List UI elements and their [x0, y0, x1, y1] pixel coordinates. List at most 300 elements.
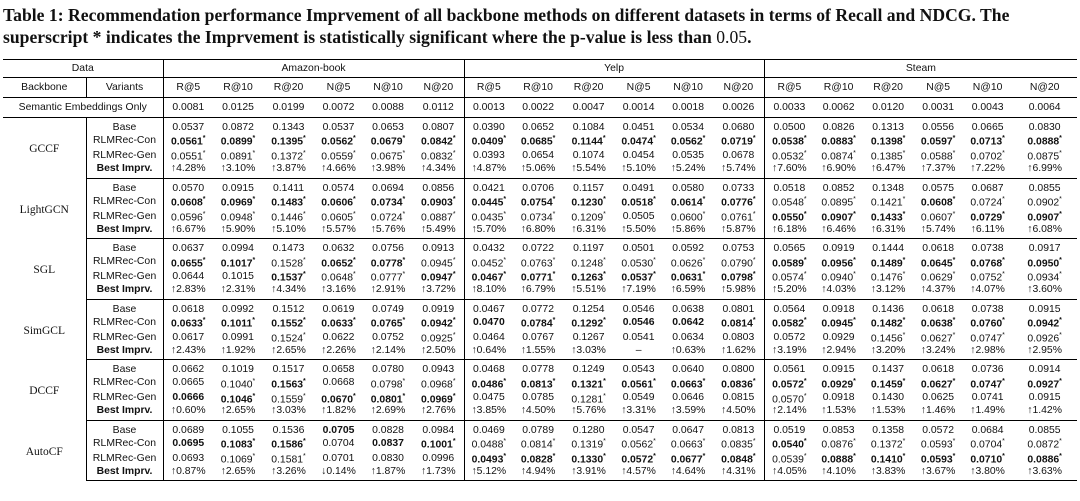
significance-marker: *: [303, 271, 306, 279]
significance-marker: *: [1002, 438, 1005, 446]
metric-cell: [614, 436, 663, 451]
backbone-group: [3, 299, 1077, 360]
significance-marker: *: [853, 210, 856, 218]
improvement-cell: ↓0.14%: [314, 466, 363, 481]
metric-value: 0.0947: [421, 272, 453, 284]
metric-value: 0.1410: [870, 454, 903, 466]
significance-marker: *: [353, 271, 356, 279]
metric-value: 0.0876: [821, 439, 854, 451]
improvement-cell: ↑5.24%: [663, 163, 713, 178]
improvement-cell: ↑5.76%: [563, 405, 614, 420]
metric-cell: [213, 451, 263, 466]
improvement-cell: ↑7.37%: [913, 163, 963, 178]
metric-value: 0.1524: [271, 333, 304, 345]
significance-marker: *: [1059, 271, 1062, 279]
metric-cell: 0.0638: [672, 303, 704, 315]
metric-value: 0.0813: [520, 379, 553, 391]
variant-row: [3, 269, 1077, 284]
metric-cell: 0.0564: [773, 303, 806, 315]
metric-value: 0.0530: [621, 258, 654, 269]
metric-value: 0.1586: [271, 439, 304, 451]
metric-cell: [614, 255, 663, 270]
metric-cell: [263, 269, 314, 284]
metric-cell: 0.0767: [522, 331, 554, 343]
metric-cell: [513, 209, 563, 224]
semantic-value: 0.0018: [663, 98, 713, 118]
improvement-cell: ↑4.31%: [713, 466, 764, 481]
metric-cell: 0.0780: [372, 364, 404, 376]
metric-cell: 0.0684: [971, 424, 1004, 436]
significance-marker: *: [552, 271, 556, 279]
significance-marker: *: [202, 317, 206, 325]
metric-cell: [464, 194, 513, 209]
improvement-cell: ↑4.34%: [263, 284, 314, 299]
metric-value: 0.0589: [772, 258, 804, 269]
metric-cell: 0.0943: [413, 360, 464, 376]
metric-cell: 0.0807: [413, 118, 464, 134]
metric-value: 0.0562: [670, 136, 703, 148]
metric-value: 0.0942: [421, 318, 453, 330]
significance-marker: *: [902, 256, 906, 264]
metric-cell: [413, 148, 464, 163]
significance-marker: *: [452, 331, 456, 339]
improvement-cell: ↑6.11%: [963, 224, 1012, 239]
significance-marker: *: [252, 453, 256, 461]
improvement-cell: ↑1.62%: [713, 345, 764, 360]
improvement-cell: ↑3.26%: [263, 466, 314, 481]
significance-marker: *: [303, 135, 306, 143]
metric-cell: 0.1430: [872, 392, 904, 404]
metric-value: 0.0409: [471, 136, 504, 148]
metric-cell: 0.0828: [372, 424, 404, 436]
variant-row: [3, 360, 1077, 376]
metric-cell: [764, 255, 814, 270]
backbone-group: [3, 420, 1077, 481]
metric-cell: 0.0451: [622, 122, 655, 133]
metric-value: 0.0435: [471, 212, 504, 224]
metric-value: 0.0605: [321, 212, 354, 224]
metric-value: 0.0710: [970, 454, 1003, 466]
significance-marker: *: [1059, 453, 1062, 461]
metric-value: 0.0532: [772, 151, 804, 163]
metric-cell: 0.0592: [672, 243, 704, 255]
metric-cell: [863, 436, 913, 451]
improvement-cell: ↑6.47%: [863, 163, 913, 178]
improvement-cell: ↑1.92%: [213, 345, 263, 360]
metric-value: 0.0493: [471, 454, 504, 466]
metric-cell: [863, 148, 913, 163]
metric-value: 0.0771: [520, 272, 553, 284]
variant-row: [3, 209, 1077, 224]
header-dataset-yelp: Yelp: [464, 60, 764, 78]
metric-cell: [464, 451, 513, 466]
significance-marker: *: [353, 392, 356, 400]
metric-cell: 0.0470: [472, 316, 505, 328]
metric-cell: 0.1473: [272, 243, 305, 255]
significance-marker: *: [702, 438, 706, 446]
metric-cell: [363, 391, 413, 406]
metric-value: 0.0768: [970, 258, 1003, 269]
improvement-cell: ↑3.83%: [863, 466, 913, 481]
table-caption: [3, 4, 1077, 48]
metric-cell: 0.0678: [713, 148, 764, 163]
metric-cell: 0.0556: [922, 122, 954, 133]
metric-value: 0.0835: [721, 439, 753, 451]
metric-cell: 0.0546: [622, 316, 655, 328]
significance-marker: *: [552, 135, 556, 143]
significance-marker: *: [702, 210, 706, 218]
metric-cell: [663, 255, 713, 270]
metric-value: 0.0588: [920, 151, 953, 163]
metric-cell: [863, 269, 913, 284]
metric-value: 0.0679: [370, 136, 403, 148]
significance-marker: *: [902, 195, 906, 203]
metric-cell: [913, 194, 963, 209]
header-metric: N@5: [913, 78, 963, 98]
significance-marker: *: [902, 377, 906, 385]
metric-cell: [713, 436, 764, 451]
metric-value: 0.0551: [171, 151, 203, 163]
improvement-cell: ↑6.59%: [663, 284, 713, 299]
metric-cell: [213, 315, 263, 330]
significance-marker: *: [1059, 438, 1062, 446]
metric-value: 0.0538: [772, 136, 804, 148]
significance-marker: *: [853, 150, 856, 158]
significance-marker: *: [853, 271, 856, 279]
significance-marker: *: [752, 256, 756, 264]
caption-pvalue: 0.05: [716, 27, 748, 47]
significance-marker: *: [303, 377, 306, 385]
metric-cell: [614, 376, 663, 391]
significance-marker: *: [803, 377, 807, 385]
improvement-cell: ↑5.12%: [464, 466, 513, 481]
metric-cell: 0.0561: [773, 364, 806, 376]
significance-marker: *: [702, 377, 706, 385]
improvement-cell: ↑3.80%: [963, 466, 1012, 481]
metric-cell: [413, 391, 464, 406]
metric-cell: [464, 376, 513, 391]
semantic-value: 0.0013: [464, 98, 513, 118]
metric-cell: 0.0572: [922, 424, 954, 436]
significance-marker: *: [803, 256, 807, 264]
metric-value: 0.0663: [670, 379, 703, 391]
metric-cell: 0.0665: [172, 377, 205, 389]
improvement-cell: ↑5.20%: [764, 284, 814, 299]
metric-cell: [814, 269, 863, 284]
significance-marker: *: [202, 195, 206, 203]
metric-cell: [713, 133, 764, 148]
metric-cell: [464, 436, 513, 451]
metric-cell: 0.0772: [522, 303, 554, 315]
semantic-value: 0.0014: [614, 98, 663, 118]
metric-cell: [363, 133, 413, 148]
header-row-datasets: [3, 60, 1077, 78]
improvement-cell: ↑5.57%: [314, 224, 363, 239]
improvement-cell: ↑6.90%: [814, 163, 863, 178]
metric-value: 0.0874: [821, 151, 854, 163]
improvement-cell: ↑4.07%: [963, 284, 1012, 299]
semantic-label: Semantic Embeddings Only: [3, 98, 163, 118]
variant-name: Best Imprv.: [86, 284, 163, 299]
metric-cell: 0.0580: [672, 182, 704, 194]
significance-marker: *: [1002, 317, 1005, 325]
metric-cell: [163, 194, 213, 209]
metric-cell: [163, 315, 213, 330]
metric-cell: 0.0625: [922, 392, 954, 404]
improvement-cell: ↑2.69%: [363, 405, 413, 420]
metric-cell: 0.0618: [922, 243, 954, 255]
metric-cell: [963, 376, 1012, 391]
metric-cell: 0.0534: [672, 122, 704, 133]
significance-marker: *: [353, 135, 356, 143]
significance-marker: *: [552, 210, 556, 218]
significance-marker: *: [202, 256, 206, 264]
improvement-cell: ↑3.19%: [764, 345, 814, 360]
metric-cell: [713, 376, 764, 391]
metric-cell: [464, 255, 513, 270]
improvement-cell: ↑2.91%: [363, 284, 413, 299]
metric-value: 0.0570: [772, 394, 804, 405]
metric-cell: 0.0752: [372, 331, 404, 343]
significance-marker: *: [303, 331, 306, 339]
significance-marker: *: [853, 317, 856, 325]
significance-marker: *: [952, 195, 956, 203]
metric-cell: 0.0915: [822, 364, 855, 376]
metric-value: 0.0562: [621, 439, 654, 451]
metric-cell: [1012, 133, 1077, 148]
metric-value: 0.1537: [271, 272, 304, 284]
metric-value: 0.1552: [271, 318, 304, 330]
significance-marker: *: [752, 438, 756, 446]
metric-cell: 0.0632: [322, 243, 355, 255]
metric-value: 0.0888: [1027, 136, 1060, 148]
improvement-cell: ↑2.26%: [314, 345, 363, 360]
metric-cell: [213, 436, 263, 451]
metric-cell: 0.0665: [971, 122, 1004, 133]
metric-cell: [814, 194, 863, 209]
significance-marker: *: [503, 271, 507, 279]
improvement-cell: ↑7.19%: [614, 284, 663, 299]
improvement-cell: ↑4.28%: [163, 163, 213, 178]
header-metric: R@20: [263, 78, 314, 98]
metric-value: 0.0600: [670, 212, 703, 224]
improvement-cell: ↑3.87%: [263, 163, 314, 178]
metric-value: 0.0631: [670, 272, 703, 284]
significance-marker: *: [603, 453, 606, 461]
metric-cell: 0.1157: [573, 182, 605, 194]
significance-marker: *: [853, 377, 856, 385]
metric-cell: [213, 391, 263, 406]
metric-value: 0.0539: [772, 454, 804, 466]
significance-marker: *: [1002, 150, 1005, 158]
variant-name: RLMRec-Gen: [86, 391, 163, 406]
significance-marker: *: [853, 195, 856, 203]
header-metric: R@5: [163, 78, 213, 98]
metric-value: 0.0887: [421, 212, 453, 224]
significance-marker: *: [803, 392, 807, 400]
metric-cell: [1012, 436, 1077, 451]
metric-cell: 0.0575: [922, 182, 954, 194]
improvement-cell: ↑2.14%: [764, 405, 814, 420]
significance-marker: *: [503, 195, 507, 203]
metric-cell: 0.0634: [672, 331, 704, 343]
significance-marker: *: [303, 453, 306, 461]
metric-value: 0.0950: [1027, 258, 1060, 269]
metric-cell: [814, 133, 863, 148]
significance-marker: *: [752, 135, 756, 143]
metric-value: 0.0572: [772, 379, 804, 391]
significance-marker: *: [1059, 195, 1062, 203]
variant-name: RLMRec-Gen: [86, 451, 163, 466]
variant-row: [3, 239, 1077, 255]
metric-cell: 0.0800: [713, 360, 764, 376]
metric-value: 0.0929: [821, 379, 854, 391]
metric-value: 0.0561: [621, 379, 654, 391]
metric-cell: 0.0549: [622, 392, 655, 404]
metric-cell: [1012, 269, 1077, 284]
significance-marker: *: [303, 438, 306, 446]
metric-value: 0.1395: [271, 136, 304, 148]
metric-cell: [713, 209, 764, 224]
semantic-value: 0.0064: [1012, 98, 1077, 118]
metric-cell: 0.0915: [1028, 303, 1061, 315]
best-improvement-row: [3, 466, 1077, 481]
significance-marker: *: [452, 271, 456, 279]
metric-cell: 0.0991: [222, 331, 254, 343]
metric-cell: [464, 209, 513, 224]
metric-cell: [1012, 209, 1077, 224]
improvement-cell: ↑1.73%: [413, 466, 464, 481]
metric-cell: 0.0749: [372, 303, 404, 315]
improvement-cell: ↑3.60%: [1012, 284, 1077, 299]
improvement-cell: ↑3.98%: [363, 163, 413, 178]
metric-value: 0.0593: [920, 439, 953, 451]
improvement-cell: ↑5.54%: [563, 163, 614, 178]
improvement-cell: ↑5.10%: [263, 224, 314, 239]
significance-marker: *: [552, 438, 556, 446]
improvement-cell: ↑1.46%: [913, 405, 963, 420]
metric-cell: [263, 330, 314, 345]
metric-cell: 0.0653: [372, 122, 404, 133]
backbone-name: SimGCL: [3, 299, 86, 360]
header-row-metrics: [3, 78, 1077, 98]
metric-cell: 0.1358: [872, 424, 904, 436]
metric-cell: [263, 391, 314, 406]
metric-value: 0.1476: [870, 272, 903, 284]
significance-marker: *: [952, 438, 956, 446]
metric-cell: 0.1437: [872, 364, 904, 376]
metric-value: 0.0596: [171, 212, 203, 224]
metric-value: 0.1372: [870, 439, 903, 451]
significance-marker: *: [653, 271, 656, 279]
significance-marker: *: [1002, 210, 1005, 218]
significance-marker: *: [503, 210, 507, 218]
metric-cell: [513, 436, 563, 451]
metric-value: 0.0518: [621, 197, 654, 209]
metric-cell: 0.0519: [773, 424, 806, 436]
improvement-cell: ↑4.66%: [314, 163, 363, 178]
metric-value: 0.1581: [271, 454, 304, 466]
metric-cell: [1012, 330, 1077, 345]
metric-cell: 0.0695: [172, 437, 205, 449]
metric-cell: [464, 269, 513, 284]
metric-value: 0.0548: [772, 197, 804, 209]
metric-cell: 0.0852: [822, 182, 855, 194]
variant-row: [3, 315, 1077, 330]
significance-marker: *: [603, 195, 606, 203]
metric-cell: 0.1267: [572, 331, 605, 343]
metric-value: 0.1046: [220, 394, 253, 405]
significance-marker: *: [653, 195, 656, 203]
metric-cell: 0.0687: [971, 182, 1004, 194]
significance-marker: *: [252, 135, 256, 143]
metric-cell: 0.0918: [822, 303, 855, 315]
metric-cell: [263, 451, 314, 466]
metric-cell: 0.0738: [971, 303, 1004, 315]
improvement-cell: ↑5.74%: [913, 224, 963, 239]
improvement-cell: ↑5.06%: [513, 163, 563, 178]
metric-value: 0.1011: [221, 318, 253, 330]
metric-cell: 0.1313: [872, 122, 904, 133]
variant-row: [3, 376, 1077, 391]
metric-cell: [413, 194, 464, 209]
metric-value: 0.1528: [271, 258, 304, 269]
significance-marker: *: [402, 256, 406, 264]
metric-cell: [314, 315, 363, 330]
semantic-value: 0.0125: [213, 98, 263, 118]
improvement-cell: ↑3.03%: [563, 345, 614, 360]
improvement-cell: ↑4.03%: [814, 284, 863, 299]
semantic-value: 0.0072: [314, 98, 363, 118]
metric-cell: 0.0778: [522, 364, 554, 376]
header-metric: R@10: [814, 78, 863, 98]
metric-cell: 0.0421: [472, 182, 505, 194]
variant-row: [3, 436, 1077, 451]
variant-row: [3, 118, 1077, 134]
header-metric: R@10: [513, 78, 563, 98]
significance-marker: *: [902, 210, 906, 218]
metric-cell: [263, 133, 314, 148]
metric-cell: 0.0855: [1028, 182, 1061, 194]
improvement-cell: ↑5.70%: [464, 224, 513, 239]
improvement-cell: ↑6.08%: [1012, 224, 1077, 239]
metric-cell: [913, 133, 963, 148]
metric-cell: [413, 209, 464, 224]
metric-value: 0.0784: [520, 318, 553, 330]
improvement-cell: ↑3.20%: [863, 345, 913, 360]
metric-cell: 0.0694: [372, 182, 404, 194]
significance-marker: *: [603, 210, 606, 218]
metric-cell: 0.0662: [172, 364, 205, 376]
improvement-cell: ↑0.64%: [464, 345, 513, 360]
improvement-cell: ↑3.03%: [263, 405, 314, 420]
metric-value: 0.0633: [171, 318, 203, 330]
metric-value: 0.0638: [920, 318, 953, 330]
variant-name: Best Imprv.: [86, 405, 163, 420]
metric-value: 0.0574: [772, 272, 804, 284]
metric-cell: [764, 391, 814, 406]
metric-value: 0.0832: [421, 151, 453, 163]
significance-marker: *: [902, 135, 906, 143]
significance-marker: *: [1059, 150, 1062, 158]
metric-cell: [614, 133, 663, 148]
best-improvement-row: [3, 224, 1077, 239]
significance-marker: *: [653, 256, 656, 264]
metric-cell: 0.0872: [222, 122, 254, 133]
significance-marker: *: [952, 271, 956, 279]
improvement-cell: ↑2.14%: [363, 345, 413, 360]
semantic-embeddings-row: [3, 98, 1077, 118]
